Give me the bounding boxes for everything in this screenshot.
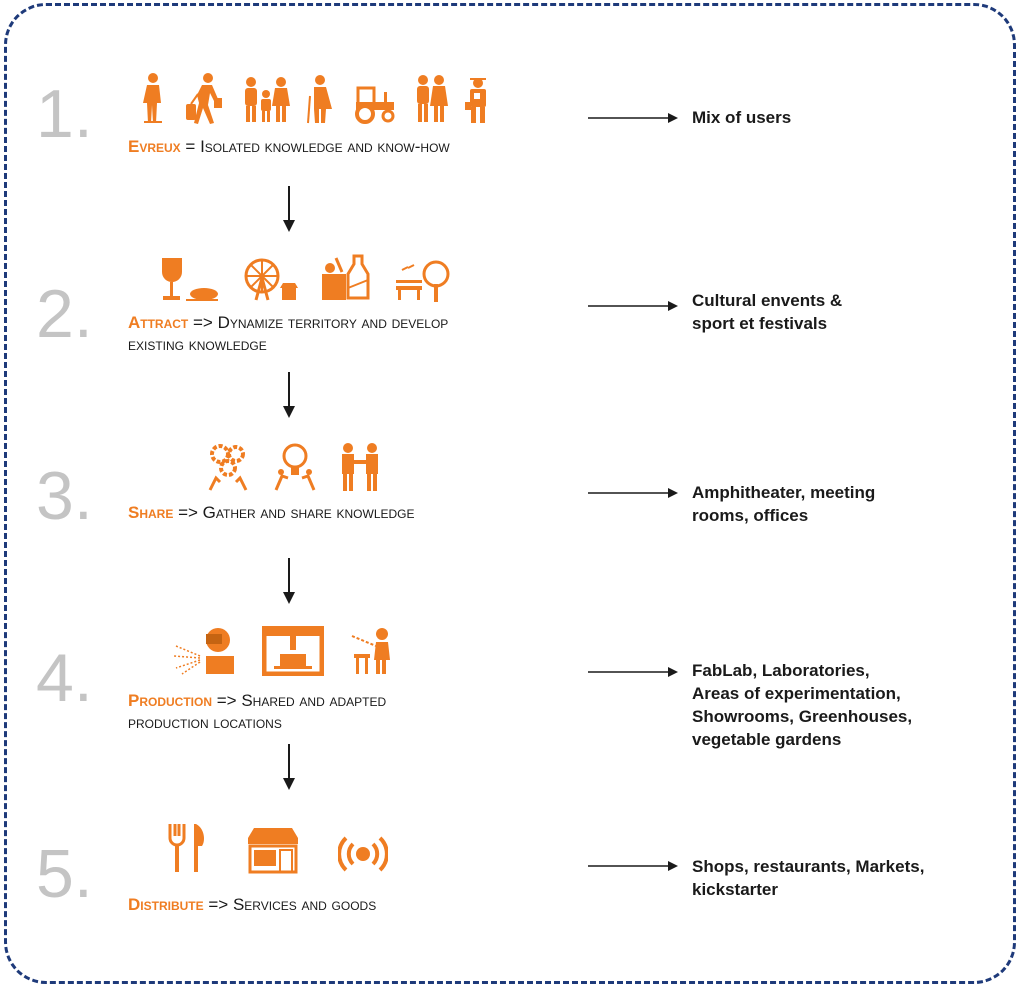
- step-separator: =>: [212, 691, 242, 710]
- step-separator: =>: [203, 895, 233, 914]
- step-label: [128, 502, 415, 524]
- step-separator: =: [180, 137, 201, 156]
- step-number: 2.: [36, 276, 93, 352]
- 3d-printer-icon: [262, 626, 324, 676]
- down-arrow: [282, 186, 296, 234]
- market-basket-icon: [320, 254, 372, 302]
- walking-person-icon: [140, 72, 166, 124]
- family-icon: [242, 76, 290, 124]
- step-description: Shared and adapted production locations: [128, 691, 387, 732]
- step-keyword: Evreux: [128, 137, 181, 156]
- gears-people-icon: [206, 442, 250, 492]
- step-icons: [160, 252, 450, 302]
- ferris-wheel-icon: [242, 256, 298, 302]
- right-arrow: [588, 487, 680, 499]
- step-number: 5.: [36, 836, 93, 912]
- step-icons: [170, 626, 396, 676]
- step-result: Shops, restaurants, Markets, kickstarter: [692, 857, 925, 899]
- step-result: Mix of users: [692, 108, 792, 127]
- step-label: [128, 136, 450, 158]
- worker-icon: [464, 72, 492, 124]
- down-arrow: [282, 558, 296, 606]
- step-description: Gather and share knowledge: [202, 503, 415, 522]
- step-keyword: Production: [128, 691, 213, 710]
- shop-front-icon: [246, 826, 300, 874]
- step-number: 4.: [36, 640, 93, 716]
- right-arrow: [588, 112, 680, 124]
- tractor-icon: [352, 84, 398, 124]
- traveler-with-luggage-icon: [182, 72, 226, 124]
- step-icons: [206, 442, 380, 492]
- wine-and-food-icon: [160, 256, 220, 302]
- down-arrow: [282, 744, 296, 792]
- step-result: FabLab, Laboratories, Areas of experimentation, Showrooms, Greenhouses, vegetable gardens: [692, 661, 913, 749]
- couple-icon: [414, 74, 448, 124]
- step-icons: [168, 824, 388, 874]
- step-keyword: Attract: [128, 313, 189, 332]
- step-keyword: Share: [128, 503, 174, 522]
- step-description: Dynamize territory and develop existing knowledge: [128, 313, 449, 354]
- step-icons: [140, 74, 492, 124]
- step-description: Services and goods: [232, 895, 377, 914]
- right-arrow: [588, 666, 680, 678]
- step-label: [128, 690, 386, 734]
- elderly-person-icon: [306, 74, 336, 124]
- step-separator: =>: [173, 503, 203, 522]
- broadcast-signal-icon: [338, 834, 388, 874]
- right-arrow: [588, 860, 680, 872]
- step-separator: =>: [188, 313, 218, 332]
- park-bench-tree-icon: [394, 260, 450, 302]
- step-keyword: Distribute: [128, 895, 204, 914]
- handshake-icon: [340, 442, 380, 492]
- step-number: 1.: [36, 76, 93, 152]
- down-arrow: [282, 372, 296, 420]
- step-label: [128, 312, 448, 356]
- craftsman-icon: [348, 626, 396, 676]
- step-result: Amphitheater, meeting rooms, offices: [692, 483, 876, 525]
- welder-icon: [170, 626, 238, 676]
- step-label: [128, 894, 376, 916]
- step-result: Cultural envents & sport et festivals: [692, 291, 843, 333]
- step-number: 3.: [36, 458, 93, 534]
- fork-knife-icon: [168, 822, 208, 874]
- right-arrow: [588, 300, 680, 312]
- idea-bulb-people-icon: [272, 442, 318, 492]
- step-description: Isolated knowledge and know-how: [200, 137, 450, 156]
